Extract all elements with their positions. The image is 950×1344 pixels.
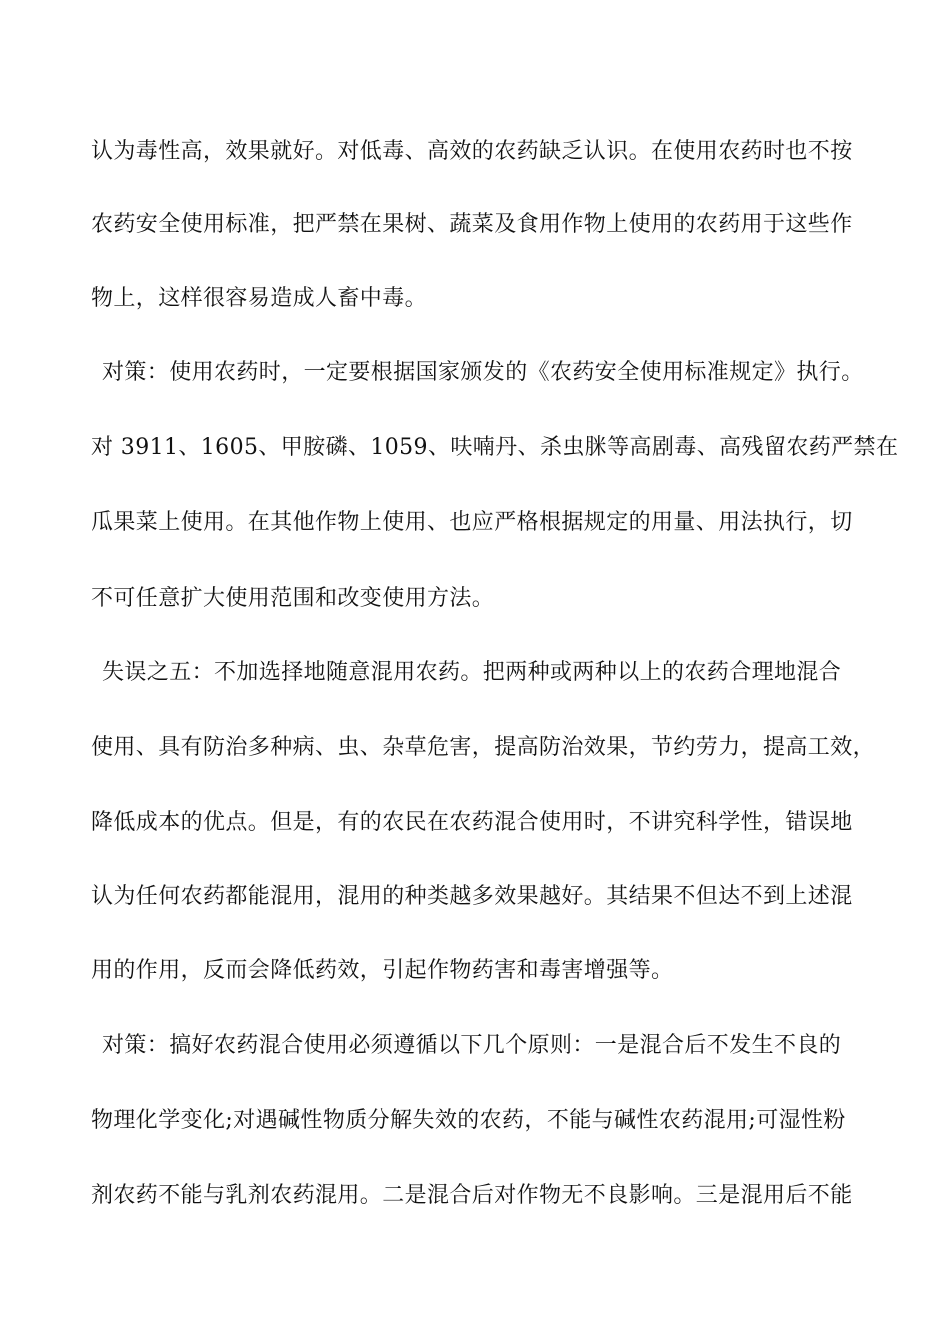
text-line: 对策：搞好农药混合使用必须遵循以下几个原则：一是混合后不发生不良的 [102,1033,842,1058]
text-line: 农药安全使用标准，把严禁在果树、蔬菜及食用作物上使用的农药用于这些作 [91,212,853,237]
text-line: 使用、具有防治多种病、虫、杂草危害，提高防治效果，节约劳力，提高工效， [91,735,876,760]
text-line: 认为毒性高，效果就好。对低毒、高效的农药缺乏认识。在使用农药时也不按 [91,139,853,164]
text-line: 认为任何农药都能混用，混用的种类越多效果越好。其结果不但达不到上述混 [91,884,853,909]
text-line: 对策：使用农药时，一定要根据国家颁发的《农药安全使用标准规定》执行。 [102,360,864,385]
text-line: 物理化学变化;对遇碱性物质分解失效的农药，不能与碱性农药混用;可湿性粉 [91,1108,846,1133]
text-line: 剂农药不能与乳剂农药混用。二是混合后对作物无不良影响。三是混用后不能 [91,1183,853,1208]
text-line: 瓜果菜上使用。在其他作物上使用、也应严格根据规定的用量、用法执行，切 [91,510,853,535]
text-line: 用的作用，反而会降低药效，引起作物药害和毒害增强等。 [91,958,674,983]
text-line: 物上，这样很容易造成人畜中毒。 [91,286,428,311]
text-line: 对 3911、1605、甲胺磷、1059、呋喃丹、杀虫脒等高剧毒、高残留农药严禁在 [91,435,899,460]
text-line: 失误之五：不加选择地随意混用农药。把两种或两种以上的农药合理地混合 [102,660,842,685]
text-line: 降低成本的优点。但是，有的农民在农药混合使用时，不讲究科学性，错误地 [91,810,853,835]
text-line: 不可任意扩大使用范围和改变使用方法。 [91,586,495,611]
